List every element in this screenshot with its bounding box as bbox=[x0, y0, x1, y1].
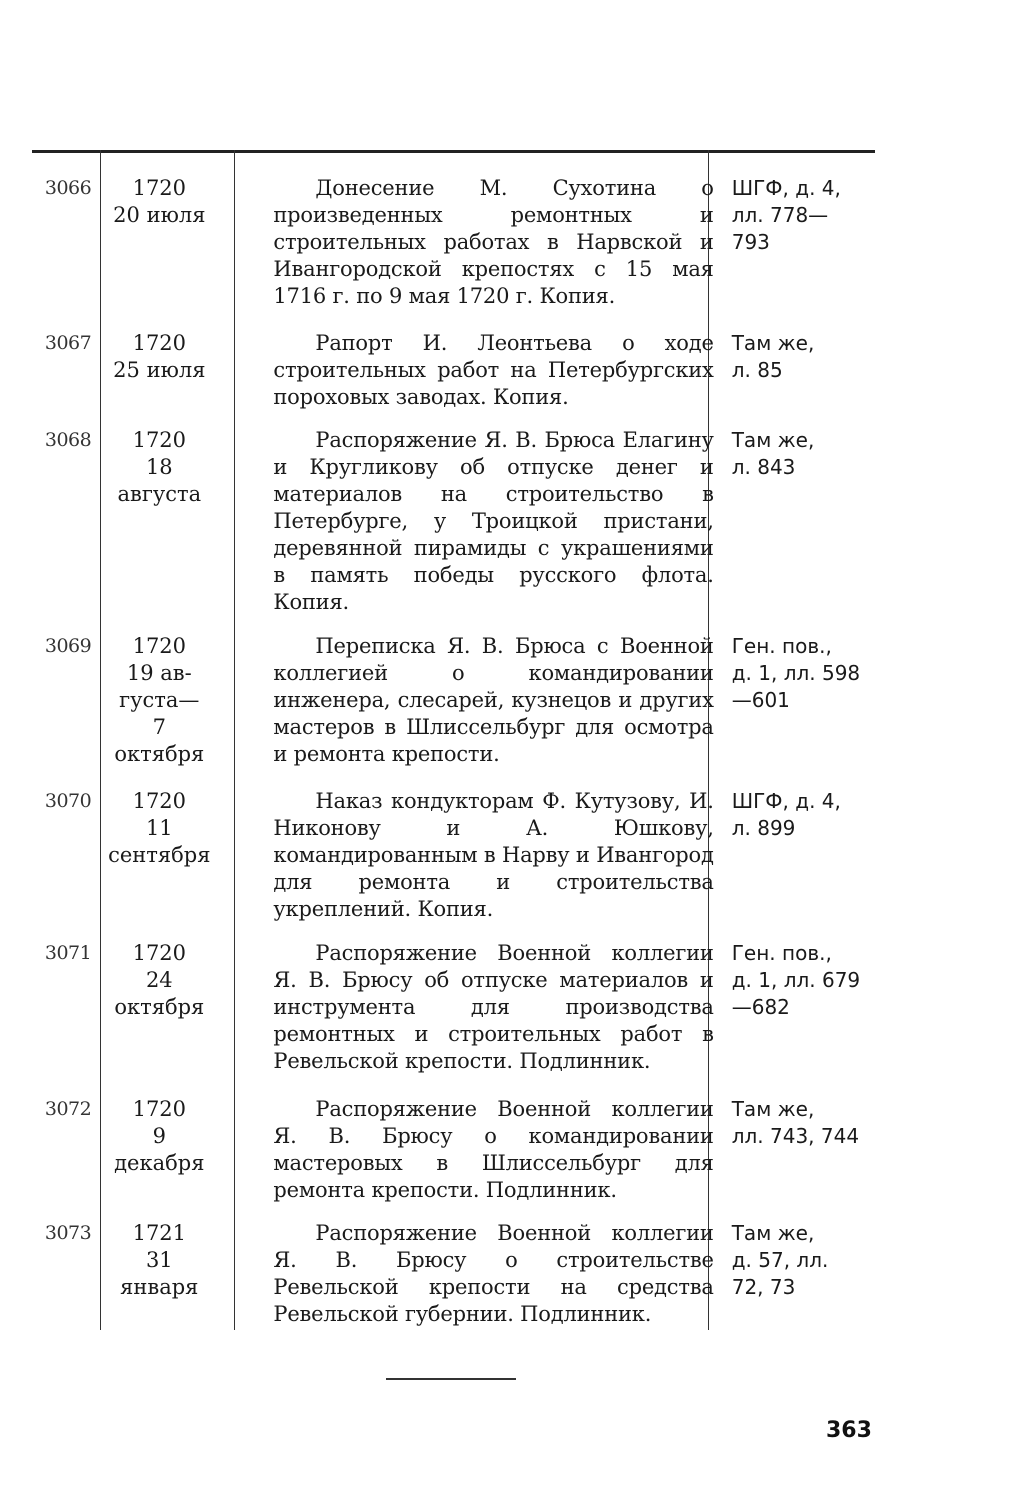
entry-date: 1720 20 июля bbox=[113, 176, 206, 227]
entry-date: 1720 25 июля bbox=[113, 331, 206, 382]
entry-date: 1720 24 октября bbox=[114, 941, 205, 1019]
table-row bbox=[32, 633, 875, 788]
entry-number: 3072 bbox=[44, 1098, 92, 1120]
page-number: 363 bbox=[826, 1418, 872, 1443]
entry-source: Там же, л. 85 bbox=[731, 331, 815, 382]
entry-source: Ген. пов., д. 1, лл. 598 —601 bbox=[731, 634, 861, 712]
entry-description: Распоряжение Военной коллегии Я. В. Брюсу о командировании мастеровых в Шлиссельбург для ремонта крепости. Подлинник. bbox=[273, 1097, 714, 1202]
entry-source: Ген. пов., д. 1, лл. 679 —682 bbox=[731, 941, 861, 1019]
top-rule bbox=[32, 150, 875, 153]
entry-source: Там же, д. 57, лл. 72, 73 bbox=[731, 1221, 829, 1299]
entry-date: 1720 9 декабря bbox=[114, 1097, 205, 1175]
archive-table bbox=[32, 175, 875, 1328]
entry-number: 3068 bbox=[44, 429, 92, 451]
entry-description: Наказ кондукторам Ф. Кутузову, И. Никонову и А. Юшкову, командированным в Нарву и Ивангород для ремонта и строительства укреплений. Копия. bbox=[273, 789, 714, 921]
entry-source: ШГФ, д. 4, л. 899 bbox=[731, 789, 841, 840]
table-row bbox=[32, 427, 875, 633]
entry-number: 3071 bbox=[44, 942, 92, 964]
entry-description: Рапорт И. Леонтьева о ходе строительных работ на Петербургских пороховых заводах. Копия. bbox=[273, 331, 714, 409]
entry-source: Там же, л. 843 bbox=[731, 428, 815, 479]
entry-description: Распоряжение Военной коллегии Я. В. Брюсу об отпуске материалов и инструмента для производства ремонтных и строительных работ в Ревельской крепости. Подлинник. bbox=[273, 941, 714, 1073]
entry-description: Распоряжение Военной коллегии Я. В. Брюсу о строительстве Ревельской крепости на средства Ревельской губернии. Подлинник. bbox=[273, 1221, 714, 1326]
bottom-rule bbox=[386, 1378, 516, 1380]
table-row bbox=[32, 330, 875, 427]
table-row bbox=[32, 788, 875, 940]
table-row bbox=[32, 175, 875, 330]
entry-date: 1721 31 января bbox=[120, 1221, 199, 1299]
entry-number: 3073 bbox=[44, 1222, 92, 1244]
entry-source: ШГФ, д. 4, лл. 778— 793 bbox=[731, 176, 841, 254]
entry-number: 3070 bbox=[44, 790, 92, 812]
entry-description: Распоряжение Я. В. Брюса Елагину и Кругликову об отпуске денег и материалов на строительство в Петербурге, у Троицкой пристани, деревянной пирамиды с украшениями в память победы русского флота. Копия. bbox=[273, 428, 714, 614]
table-row bbox=[32, 1096, 875, 1220]
entry-date: 1720 11 сентября bbox=[108, 789, 211, 867]
entry-number: 3067 bbox=[44, 332, 92, 354]
entry-description: Донесение М. Сухотина о произведенных ремонтных и строительных работах в Нарвской и Ивангородской крепостях с 15 мая 1716 г. по 9 мая 1720 г. Копия. bbox=[273, 176, 714, 308]
entry-description: Переписка Я. В. Брюса с Военной коллегией о командировании инженера, слесарей, кузнецов и других мастеров в Шлиссельбург для осмотра и ремонта крепости. bbox=[273, 634, 714, 766]
table-row bbox=[32, 1220, 875, 1328]
entry-number: 3069 bbox=[44, 635, 92, 657]
entry-source: Там же, лл. 743, 744 bbox=[731, 1097, 860, 1148]
entry-number: 3066 bbox=[44, 177, 92, 199]
entry-date: 1720 19 ав- густа— 7 октября bbox=[114, 634, 205, 766]
table-row bbox=[32, 940, 875, 1096]
entry-date: 1720 18 августа bbox=[117, 428, 202, 506]
